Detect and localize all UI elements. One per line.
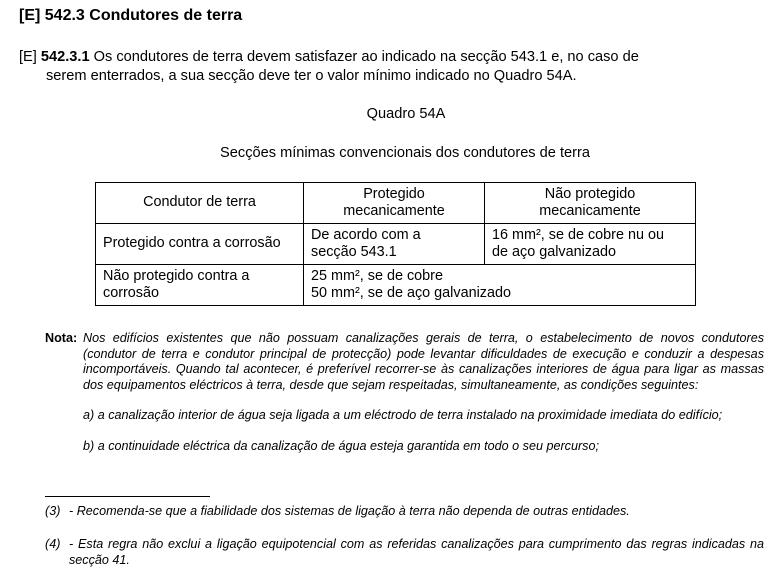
footnote-3 [45, 504, 764, 520]
header-nao-protegido-mecanicamente [485, 183, 696, 224]
paragraph-tag: [E] [19, 49, 37, 65]
row1-unprotected-line2: de aço galvanizado [492, 244, 617, 260]
row1-unprotected [485, 224, 696, 265]
table-subtitle: Secções mínimas convencionais dos condutores de terra [220, 145, 590, 161]
footnote-divider [45, 496, 210, 497]
row2-label [96, 265, 304, 306]
header-condutor-de-terra: Condutor de terra [96, 183, 304, 224]
note-block [45, 331, 764, 454]
row2-label-line2: corrosão [103, 285, 159, 301]
note-item-a: a) a canalização interior de água seja ligada a um eléctrodo de terra instalado na proximidade imediata do edifício; [83, 408, 723, 422]
row2-merged [304, 265, 696, 306]
section-tag: [E] [19, 7, 41, 24]
row1-unprotected-line1: 16 mm², se de cobre nu ou [492, 226, 664, 243]
note-item-b: b) a continuidade eléctrica da canalização de água esteja garantida em todo o seu percurso; [83, 438, 599, 453]
footnote-4-number: (4) [45, 537, 61, 551]
table-title: Quadro 54A [366, 106, 446, 122]
header-col2-line1: Protegido [363, 185, 425, 202]
footnote-3-number: (3) [45, 504, 61, 518]
footnote-4 [45, 537, 764, 568]
row2-merged-line2: 50 mm², se de aço galvanizado [311, 285, 511, 301]
row1-protected-line1: De acordo com a [311, 226, 421, 243]
table-row [96, 265, 696, 306]
section-number: 542.3 [44, 7, 85, 24]
header-col3-line2: mecanicamente [539, 203, 641, 219]
row1-protected-line2: secção 543.1 [311, 244, 397, 260]
section-title: Condutores de terra [89, 7, 243, 24]
paragraph-542-3-1 [19, 48, 765, 86]
row2-merged-line1: 25 mm², se de cobre [311, 267, 443, 284]
table-header-row [96, 183, 696, 224]
note-text: Nos edifícios existentes que não possuam canalizações gerais de terra, o estabelecimento de novos condutores (condutor de terra e condutor principal de protecção) pode levantar dificuldades de execução e conduzir a despesas incomportáveis. Quando tal acontecer, é preferível recorrer-se às canalizações interiores de água para ligar as massas dos equipamentos eléctricos à terra, desde que sejam respeitadas, simultaneamente, as condições seguintes: [83, 331, 764, 392]
row1-protected [304, 224, 485, 265]
quadro-54a-table [95, 182, 696, 306]
header-col2-line2: mecanicamente [343, 203, 445, 219]
row1-label: Protegido contra a corrosão [96, 224, 304, 265]
table-row [96, 224, 696, 265]
footnote-4-text: - Esta regra não exclui a ligação equipotencial com as referidas canalizações para cumprimento das regras indicadas na secção 41. [69, 537, 764, 567]
row2-label-line1: Não protegido contra a [103, 267, 250, 284]
paragraph-number: 542.3.1 [40, 49, 90, 65]
section-heading [19, 7, 242, 25]
header-protegido-mecanicamente [304, 183, 485, 224]
paragraph-line2: serem enterrados, a sua secção deve ter o valor mínimo indicado no Quadro 54A. [46, 68, 577, 84]
paragraph-line1: Os condutores de terra devem satisfazer ao indicado na secção 543.1 e, no caso de [93, 49, 639, 65]
header-col3-line1: Não protegido [544, 185, 636, 202]
note-label: Nota: [45, 331, 78, 345]
footnote-3-text: - Recomenda-se que a fiabilidade dos sistemas de ligação à terra não dependa de outras entidades. [69, 504, 630, 518]
